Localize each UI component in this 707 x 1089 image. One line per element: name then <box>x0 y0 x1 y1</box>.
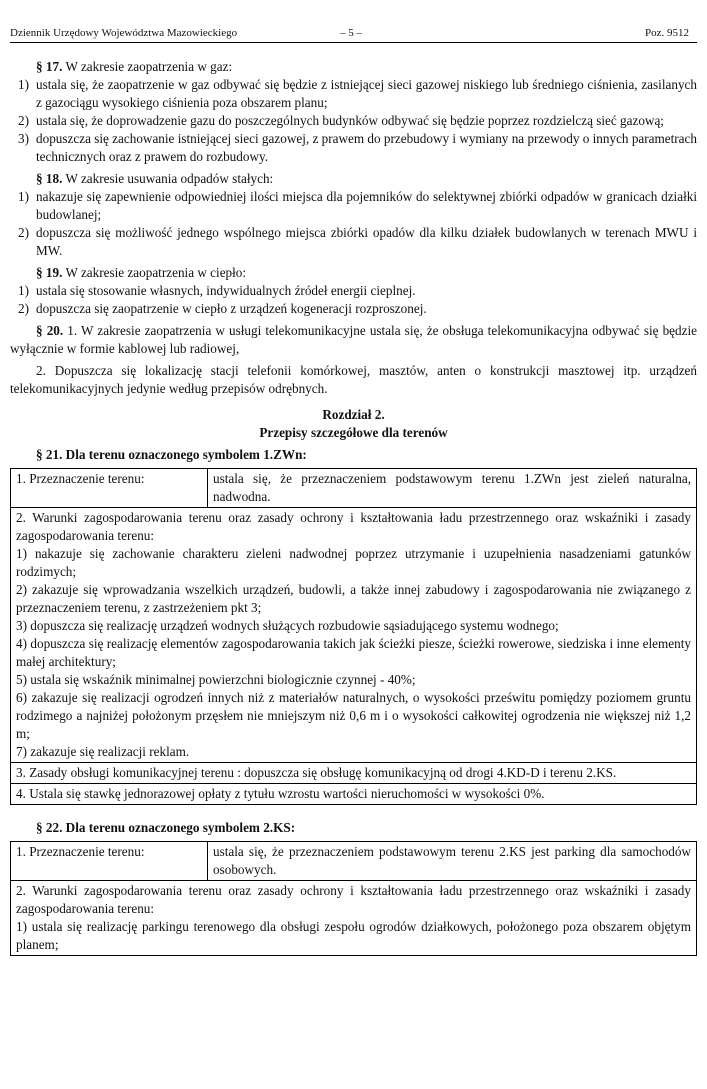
section-number: § 20. <box>36 323 64 338</box>
chapter-number: Rozdział 2. <box>322 407 385 422</box>
section-number: § 22. <box>36 820 63 835</box>
list-text: ustala się, że zaopatrzenie w gaz odbywać się będzie z istniejącej sieci gazowej niskiego lub średniego ciśnienia, zasilanych z gazociągu wysokiego ciśnienia poza obszarem planu; <box>36 77 697 110</box>
condition-item: 7) zakazuje się realizacji reklam. <box>16 744 190 759</box>
list-item <box>10 300 697 318</box>
list-number: 1) <box>18 77 29 92</box>
conditions-heading: 2. Warunki zagospodarowania terenu oraz zasady ochrony i kształtowania ładu przestrzennego oraz wskaźniki i zasady zagospodarowania terenu: <box>16 883 691 916</box>
list-number: 1) <box>18 283 29 298</box>
list-item <box>10 282 697 300</box>
section-title: W zakresie zaopatrzenia w ciepło: <box>65 265 247 280</box>
section-number: § 21. <box>36 447 63 462</box>
table-row <box>11 508 697 763</box>
table-cell-conditions <box>11 881 697 956</box>
list-item <box>10 112 697 130</box>
list-number: 1) <box>18 189 29 204</box>
document-body <box>10 58 697 956</box>
section-22-heading <box>10 819 697 837</box>
paragraph-text: 1. W zakresie zaopatrzenia w usługi telekomunikacyjne ustala się, że obsługa telekomunikacyjna odbywać się będzie wyłącznie w formie kablowej lub radiowej, <box>10 323 698 356</box>
condition-item: 1) ustala się realizację parkingu terenowego dla obsługi zespołu ogrodów działkowych, położonego poza obszarem objętym planem; <box>16 919 691 952</box>
section-number: § 17. <box>36 59 63 74</box>
table-cell-transport: 3. Zasady obsługi komunikacyjnej terenu : dopuszcza się obsługę komunikacyjną od drogi 4.KD-D i terenu 2.KS. <box>11 763 697 784</box>
list-item <box>10 224 697 260</box>
table-row <box>11 881 697 956</box>
condition-item: 1) nakazuje się zachowanie charakteru zieleni nadwodnej poprzez utrzymanie i uzupełnienia nasadzeniami gatunków rodzimych; <box>16 546 691 579</box>
conditions-heading: 2. Warunki zagospodarowania terenu oraz zasady ochrony i kształtowania ładu przestrzennego oraz wskaźniki i zasady zagospodarowania terenu: <box>16 510 691 543</box>
list-text: ustala się, że doprowadzenie gazu do poszczególnych budynków odbywać się będzie poprzez rozdzielczą sieć gazową; <box>36 113 664 128</box>
table-cell-value: ustala się, że przeznaczeniem podstawowym terenu 1.ZWn jest zieleń naturalna, nadwodna. <box>208 469 697 508</box>
section-18-heading <box>10 170 697 188</box>
position-number: Poz. 9512 <box>645 27 689 39</box>
list-item <box>10 76 697 112</box>
table-row <box>11 784 697 805</box>
list-text: dopuszcza się zaopatrzenie w ciepło z urządzeń kogeneracji rozproszonej. <box>36 301 427 316</box>
list-text: nakazuje się zapewnienie odpowiedniej ilości miejsca dla pojemników do selektywnej zbiórki odpadów w granicach działki budowlanej; <box>36 189 697 222</box>
list-text: ustala się stosowanie własnych, indywidualnych źródeł energii cieplnej. <box>36 283 416 298</box>
section-number: § 18. <box>36 171 63 186</box>
list-number: 2) <box>18 301 29 316</box>
table-cell-fee: 4. Ustala się stawkę jednorazowej opłaty z tytułu wzrostu wartości nieruchomości w wysokości 0%. <box>11 784 697 805</box>
section-19-heading <box>10 264 697 282</box>
section-title: W zakresie zaopatrzenia w gaz: <box>65 59 233 74</box>
section-title: Dla terenu oznaczonego symbolem 2.KS: <box>65 820 296 835</box>
list-text: dopuszcza się możliwość jednego wspólnego miejsca zbiórki opadów dla kilku działek budowlanych w terenach MWU i MW. <box>36 225 697 258</box>
list-number: 3) <box>18 131 29 146</box>
section-20-paragraph-1 <box>10 322 697 358</box>
condition-item: 4) dopuszcza się realizację elementów zagospodarowania takich jak ścieżki piesze, ścieżki rowerowe, siedziska i inne elementy małej architektury; <box>16 636 691 669</box>
section-title: W zakresie usuwania odpadów stałych: <box>65 171 274 186</box>
list-item <box>10 130 697 166</box>
section-number: § 19. <box>36 265 63 280</box>
table-cell-label: 1. Przeznaczenie terenu: <box>11 842 208 881</box>
table-row <box>11 763 697 784</box>
section-22-table <box>10 841 697 956</box>
list-number: 2) <box>18 225 29 240</box>
condition-item: 3) dopuszcza się realizację urządzeń wodnych służących rozbudowie sąsiadującego systemu wodnego; <box>16 618 559 633</box>
section-title: Dla terenu oznaczonego symbolem 1.ZWn: <box>65 447 307 462</box>
list-item <box>10 188 697 224</box>
journal-title: Dziennik Urzędowy Województwa Mazowieckiego <box>10 27 238 39</box>
page-header <box>10 25 697 43</box>
chapter-title: Przepisy szczegółowe dla terenów <box>259 425 448 440</box>
list-text: dopuszcza się zachowanie istniejącej sieci gazowej, z prawem do przebudowy i wymiany na przewody o innych parametrach technicznych oraz z prawem do rozbudowy. <box>36 131 697 164</box>
table-cell-value: ustala się, że przeznaczeniem podstawowym terenu 2.KS jest parking dla samochodów osobowych. <box>208 842 697 881</box>
list-number: 2) <box>18 113 29 128</box>
section-21-heading <box>10 446 697 464</box>
section-20-paragraph-2: 2. Dopuszcza się lokalizację stacji telefonii komórkowej, masztów, anten o konstrukcji masztowej itp. urządzeń telekomunikacyjnych jedynie według przepisów odrębnych. <box>10 363 697 396</box>
table-cell-conditions <box>11 508 697 763</box>
page-number: – 5 – <box>340 27 362 39</box>
condition-item: 6) zakazuje się realizacji ogrodzeń innych niż z materiałów naturalnych, o wysokości prześwitu pomiędzy poziomem gruntu rodzimego a najniżej położonym przęsłem nie mniejszym niż 0,6 m i o wysokości całkowitej ogrodzenia nie większej niż 1,2 m; <box>16 690 691 741</box>
section-17-heading <box>10 58 697 76</box>
table-cell-label: 1. Przeznaczenie terenu: <box>11 469 208 508</box>
table-row <box>11 842 697 881</box>
condition-item: 2) zakazuje się wprowadzania wszelkich urządzeń, budowli, a także innej zabudowy i zagospodarowania nie związanego z przeznaczeniem terenu, z zastrzeżeniem pkt 3; <box>16 582 691 615</box>
section-21-table <box>10 468 697 805</box>
table-row <box>11 469 697 508</box>
condition-item: 5) ustala się wskaźnik minimalnej powierzchni biologicznie czynnej - 40%; <box>16 672 416 687</box>
